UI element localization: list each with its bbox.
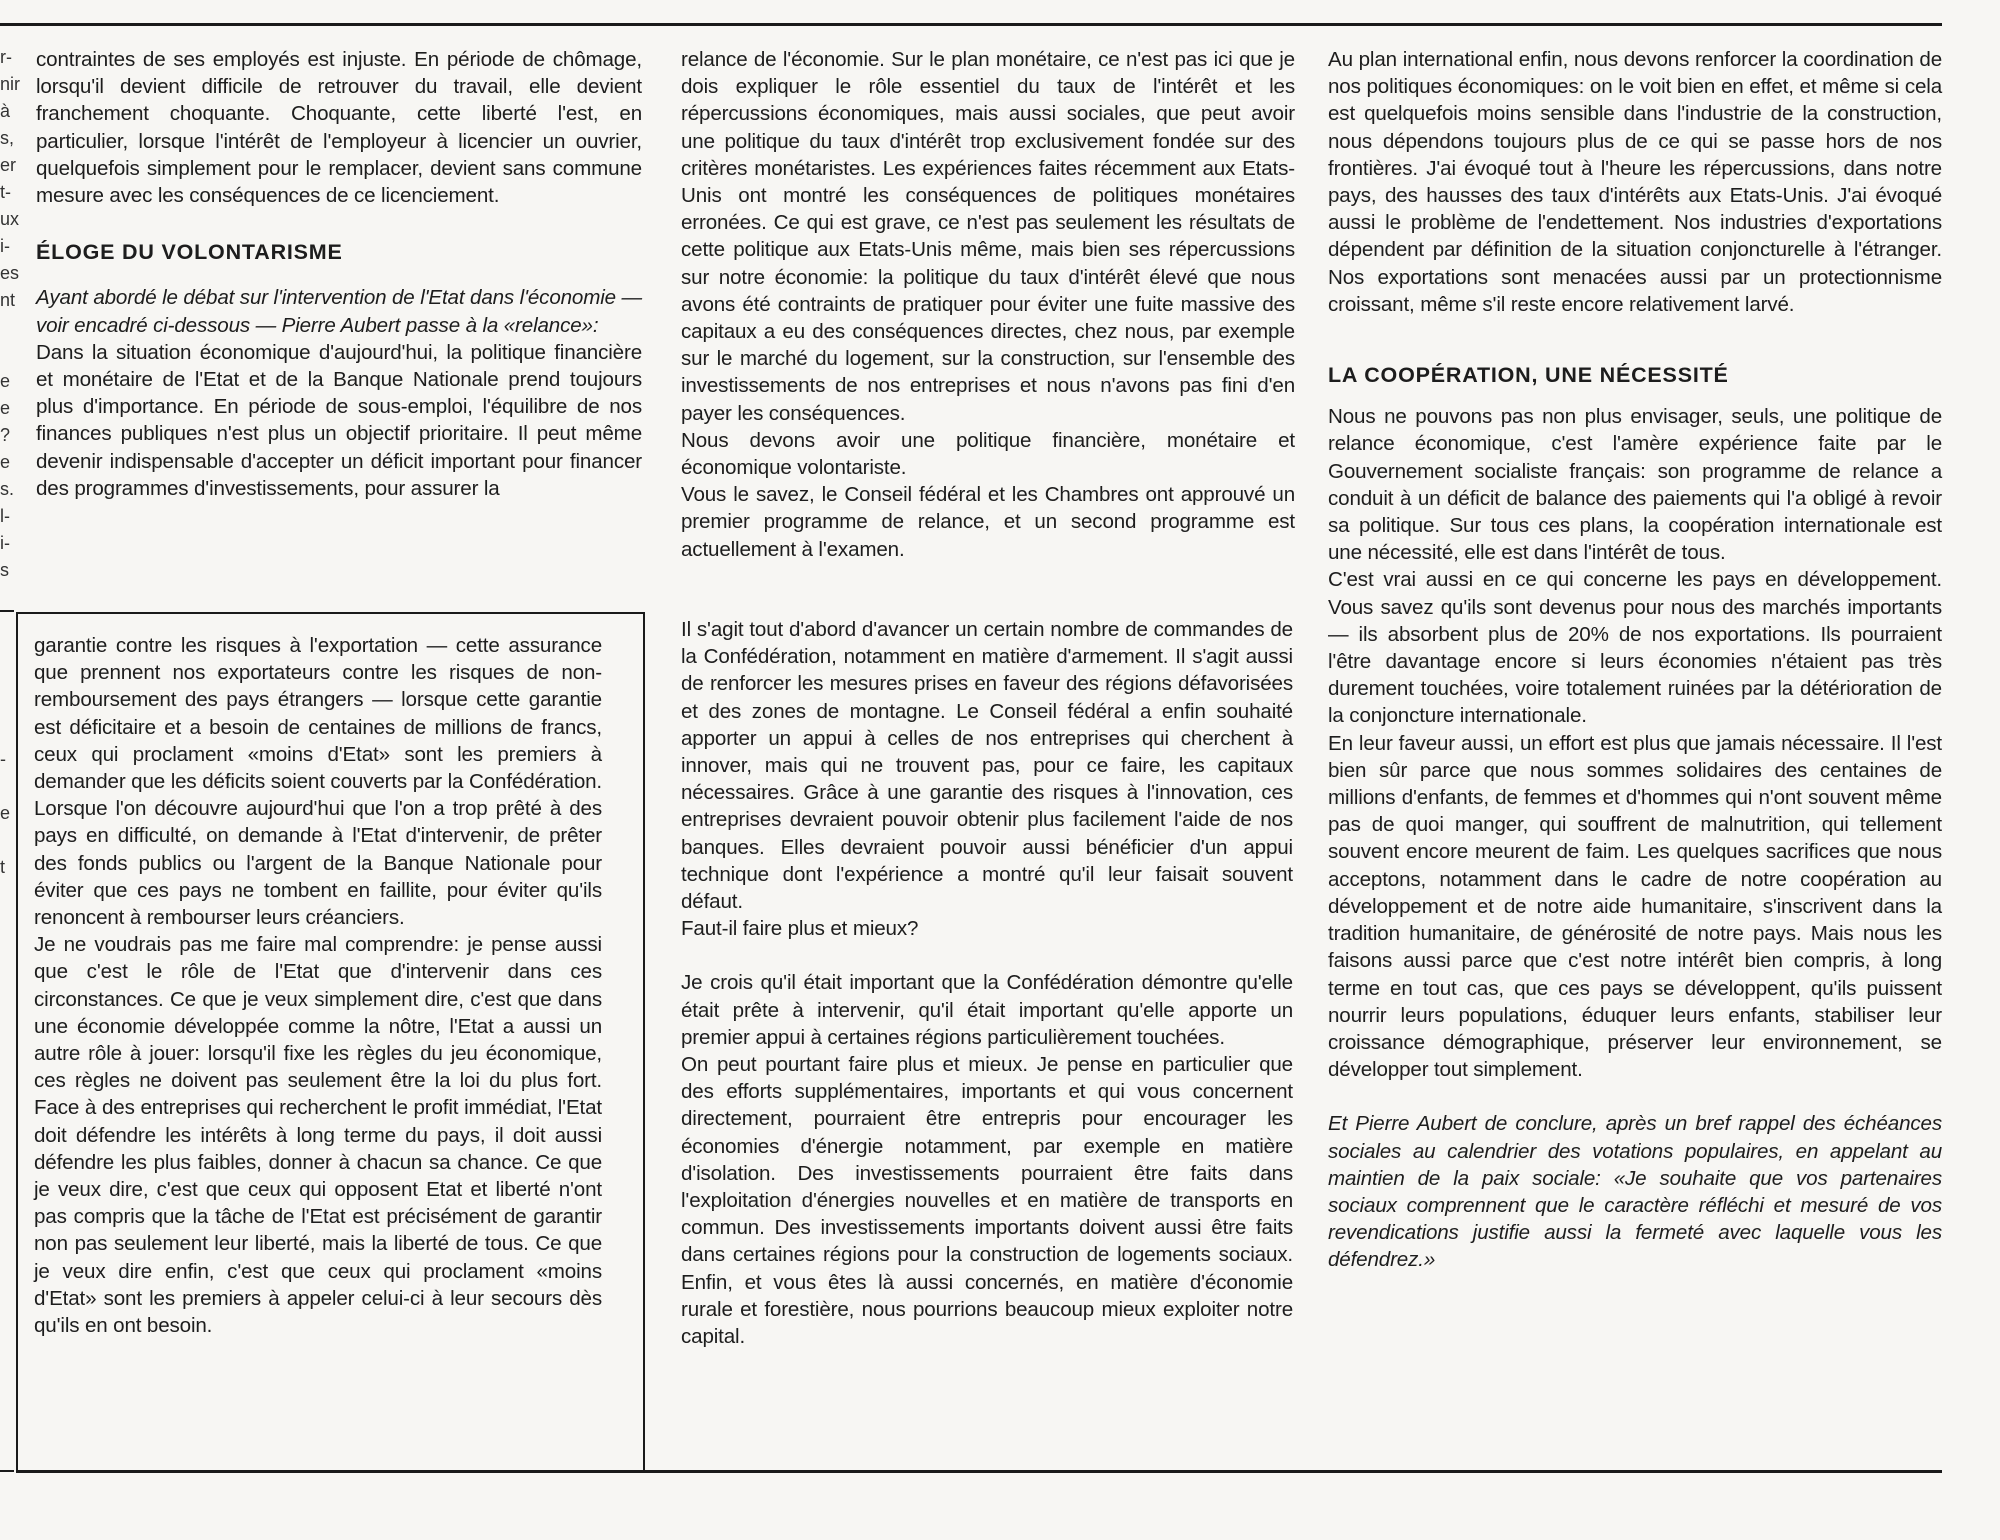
paragraph: En leur faveur aussi, un effort est plus que jamais nécessaire. Il l'est bien sûr parce que nous sommes solidaires des centaines de millions d'enfants, de femmes et d'hommes qui n'ont souvent même pas de quoi manger, qui souffrent de malnutrition, qui tellement souvent encore meurent de faim. Les quelques sacrifices que nous acceptons, notamment dans le cadre de notre coopération au développement et de notre aide humanitaire, s'inscrivent dans la tradition humanitaire, de générosité de notre pays. Mais nous les faisons aussi parce que c'est notre intérêt bien compris, à long terme en tout cas, que ces pays se développent, qu'ils puissent nourrir leurs populations, éduquer leurs enfants, stabiliser leur croissance démographique, préserver leur environnement, se développer tout simplement. [1328, 731, 1942, 1082]
paragraph: relance de l'économie. Sur le plan monétaire, ce n'est pas ici que je dois expliquer le rôle essentiel du taux de l'intérêt et les répercussions économiques, mais aussi sociales, que peut avoir une politique du taux d'intérêt trop exclusivement fondée sur des critères monétaristes. Les expériences faites récemment aux Etats-Unis ont montré les conséquences de politiques monétaires erronées. Ce qui est grave, ce n'est pas seulement les résultats de cette politique aux Etats-Unis même, mais bien ses répercussions sur notre économie: la politique du taux d'intérêt élevé que nous avons été contraints de pratiquer pour éviter une fuite massive des capitaux a eu des conséquences directes, chez nous, par exemple sur le marché du logement, sur la construction, sur l'ensemble des investissements de nos entreprises et nous n'avons pas fini d'en payer les conséquences. [681, 48, 1295, 425]
column-2-top [681, 46, 1295, 614]
edge-fragment: e [0, 371, 11, 391]
editorial-outro: Et Pierre Aubert de conclure, après un bref rappel des échéances sociales au calendrier des votations populaires, en appelant au maintien de la paix sociale: «Je souhaite que vos partenaires sociaux comprennent que le caractère réfléchi et mesuré de vos revendications justifie aussi la fermeté avec laquelle vous les défendrez.» [1328, 1112, 1942, 1272]
edge-fragment: er [0, 155, 17, 175]
edge-fragment: e [0, 803, 11, 823]
edge-fragment: - [0, 749, 6, 769]
box-left-rule [16, 612, 18, 1472]
paragraph: Vous le savez, le Conseil fédéral et les Chambres ont approuvé un premier programme de relance, et un second programme est actuellement à l'examen. [681, 483, 1295, 561]
edge-fragment: s. [0, 479, 15, 499]
edge-fragment: es [0, 263, 20, 283]
edge-fragment [0, 773, 16, 800]
column-1-top [36, 46, 642, 596]
paragraph: Je crois qu'il était important que la Confédération démontre qu'elle était prête à intervenir, qu'il était important qu'elle apporte un premier appui à certaines régions particulièrement touchées. [681, 971, 1293, 1049]
editorial-intro: Ayant abordé le débat sur l'intervention de l'Etat dans l'économie — voir encadré ci-dessous — Pierre Aubert passe à la «relance»: [36, 286, 642, 337]
edge-fragment: ux [0, 209, 20, 229]
edge-fragment: r- [0, 47, 12, 67]
edge-fragment [0, 692, 16, 719]
edge-fragment: i- [0, 533, 10, 553]
paragraph: Il s'agit tout d'abord d'avancer un certain nombre de commandes de la Confédération, notamment en matière d'armement. Il s'agit aussi de renforcer les mesures prises en faveur des régions défavorisées et des zones de montagne. Le Conseil fédéral a enfin souhaité apporter un appui à celles de nos entreprises qui cherchent à innover, mais qui ne trouvent pas, pour ce faire, les capitaux nécessaires. Grâce à une garantie des risques à l'innovation, ces entreprises devraient pouvoir obtenir plus facilement l'aide de nos banques. Elles devraient pouvoir aussi bénéficier d'un appui technique dont l'expérience a montré qu'il leur faisait souvent défaut. [681, 618, 1293, 914]
edge-fragment [0, 584, 16, 611]
paragraph: Je ne voudrais pas me faire mal comprendre: je pense aussi que c'est le rôle de l'Etat que d'intervenir dans ces circonstances. Ce que je veux simplement dire, c'est que dans une économie développée comme la nôtre, l'Etat a aussi un autre rôle à jouer: lorsqu'il fixe les règles du jeu économique, ces règles ne doivent pas seulement être la loi du plus fort. Face à des entreprises qui recherchent le profit immédiat, l'Etat doit défendre les intérêts à long terme du pays, il doit aussi défendre les plus faibles, donner à chacun sa chance. Ce que je veux dire, c'est que ceux qui opposent Etat et liberté n'ont pas compris que la tâche de l'Etat est précisément de garantir non pas seulement leur liberté, mais la liberté de tous. Ce que je veux dire enfin, c'est que ceux qui proclament «moins d'Etat» sont les premiers à appeler celui-ci à leur secours dès qu'ils en ont besoin. [34, 933, 602, 1338]
edge-fragment [0, 665, 16, 692]
box-divider-rule [643, 612, 645, 1472]
column-2-lower [681, 616, 1293, 1456]
edge-fragment: i- [0, 236, 10, 256]
edge-fragment [0, 638, 16, 665]
section-heading: LA COOPÉRATION, UNE NÉCESSITÉ [1328, 363, 1729, 388]
edge-fragment: nir [0, 74, 21, 94]
paragraph: Dans la situation économique d'aujourd'hui, la politique financière et monétaire de l'Etat et de la Banque Nationale prend toujours plus d'importance. En période de sous-emploi, l'équilibre de nos finances publiques n'est plus un objectif prioritaire. Il peut même devenir indispensable d'accepter un déficit important pour financer des programmes d'investissements, pour assurer la [36, 340, 642, 500]
paragraph: C'est vrai aussi en ce qui concerne les pays en développement. Vous savez qu'ils sont devenus pour nous des marchés importants — ils absorbent plus de 20% de nos exportations. Ils pourraient l'être davantage encore si leurs économies n'étaient pas très durement touchées, voire totalement ruinées par la détérioration de la conjoncture internationale. [1328, 568, 1942, 728]
paragraph: Nous devons avoir une politique financière, monétaire et économique volontariste. [681, 428, 1295, 480]
paragraph: Faut-il faire plus et mieux? [681, 917, 919, 941]
edge-fragment: nt [0, 290, 16, 310]
paragraph: Nous ne pouvons pas non plus envisager, seuls, une politique de relance économique, c'est l'amère expérience faite par le Gouvernement socialiste français: son programme de relance a conduit à un déficit de balance des paiements qui l'a obligé à revoir sa politique. Sur tous ces plans, la coopération internationale est une nécessité, elle est dans l'intérêt de tous. [1328, 405, 1942, 565]
edge-fragment: t [0, 857, 6, 877]
paragraph: contraintes de ses employés est injuste. En période de chômage, lorsqu'il devient difficile de retrouver du travail, elle devient franchement choquante. Choquante, cette liberté l'est, en particulier, lorsque l'intérêt de l'employeur à licencier un ouvrier, quelquefois simplement pour le remplacer, devient sans commune mesure avec les conséquences de ce licenciement. [36, 48, 642, 208]
edge-fragment [0, 827, 16, 854]
section-heading: ÉLOGE DU VOLONTARISME [36, 240, 343, 265]
edge-fragment: à [0, 101, 11, 121]
paragraph: garantie contre les risques à l'exportation — cette assurance que prennent nos exportateurs contre les risques de non-remboursement des pays étrangers — lorsque cette garantie est déficitaire et a besoin de centaines de millions de francs, ceux qui proclament «moins d'Etat» sont les premiers à demander que les déficits soient couverts par la Confédération. Lorsque l'on découvre aujourd'hui que l'on a trop prêté à des pays en difficulté, on demande à l'Etat d'intervenir, de prêter des fonds publics ou l'argent de la Banque Nationale pour éviter que ces pays ne tombent en faillite, pour éviter qu'ils renoncent à rembourser leurs créanciers. [34, 634, 602, 930]
edge-fragment: e [0, 398, 11, 418]
column-3 [1328, 46, 1942, 1456]
edge-fragment [0, 341, 16, 368]
top-rule [0, 23, 1942, 26]
edge-fragment: ? [0, 425, 11, 445]
edge-fragment: l- [0, 506, 10, 526]
paragraph: On peut pourtant faire plus et mieux. Je pense en particulier que des efforts supplémentaires, importants et qui vous concernent directement, pourraient être entrepris pour encourager les économies d'énergie notamment, par exemple en matière d'isolation. Des investissements pourraient être faits dans l'exploitation d'énergies nouvelles et en matière de transports en commun. Des investissements importants doivent aussi être faits dans certaines régions pour la construction de logements sociaux. Enfin, et vous êtes là aussi concernés, en matière d'économie rurale et forestière, nous pourrions beaucoup mieux exploiter notre capital. [681, 1053, 1293, 1349]
box-top-rule [16, 612, 644, 614]
bottom-rule [16, 1470, 1942, 1473]
edge-fragment [0, 719, 16, 746]
edge-fragment [0, 881, 16, 908]
left-edge-fragments [0, 44, 21, 908]
edge-fragment [0, 314, 16, 341]
edge-fragment: s [0, 560, 9, 580]
edge-fragment: s, [0, 128, 15, 148]
edge-rule-lower [0, 1470, 14, 1472]
paragraph: Au plan international enfin, nous devons renforcer la coordination de nos politiques économiques: on le voit bien en effet, et même si cela est quelquefois moins sensible dans l'industrie de la construction, nous dépendons toujours plus de ce qui se passe hors de nos frontières. J'ai évoqué tout à l'heure les répercussions, dans notre pays, des hausses des taux d'intérêts aux Etats-Unis. J'ai évoqué aussi le problème de l'endettement. Nos industries d'exportations dépendent par définition de la situation conjoncturelle à l'étranger. Nos exportations sont menacées aussi par un protectionnisme croissant, même s'il reste encore relativement larvé. [1328, 48, 1942, 316]
edge-fragment [0, 611, 16, 638]
edge-fragment: e [0, 452, 11, 472]
column-1-box [34, 632, 602, 1452]
edge-fragment: t- [0, 182, 11, 202]
